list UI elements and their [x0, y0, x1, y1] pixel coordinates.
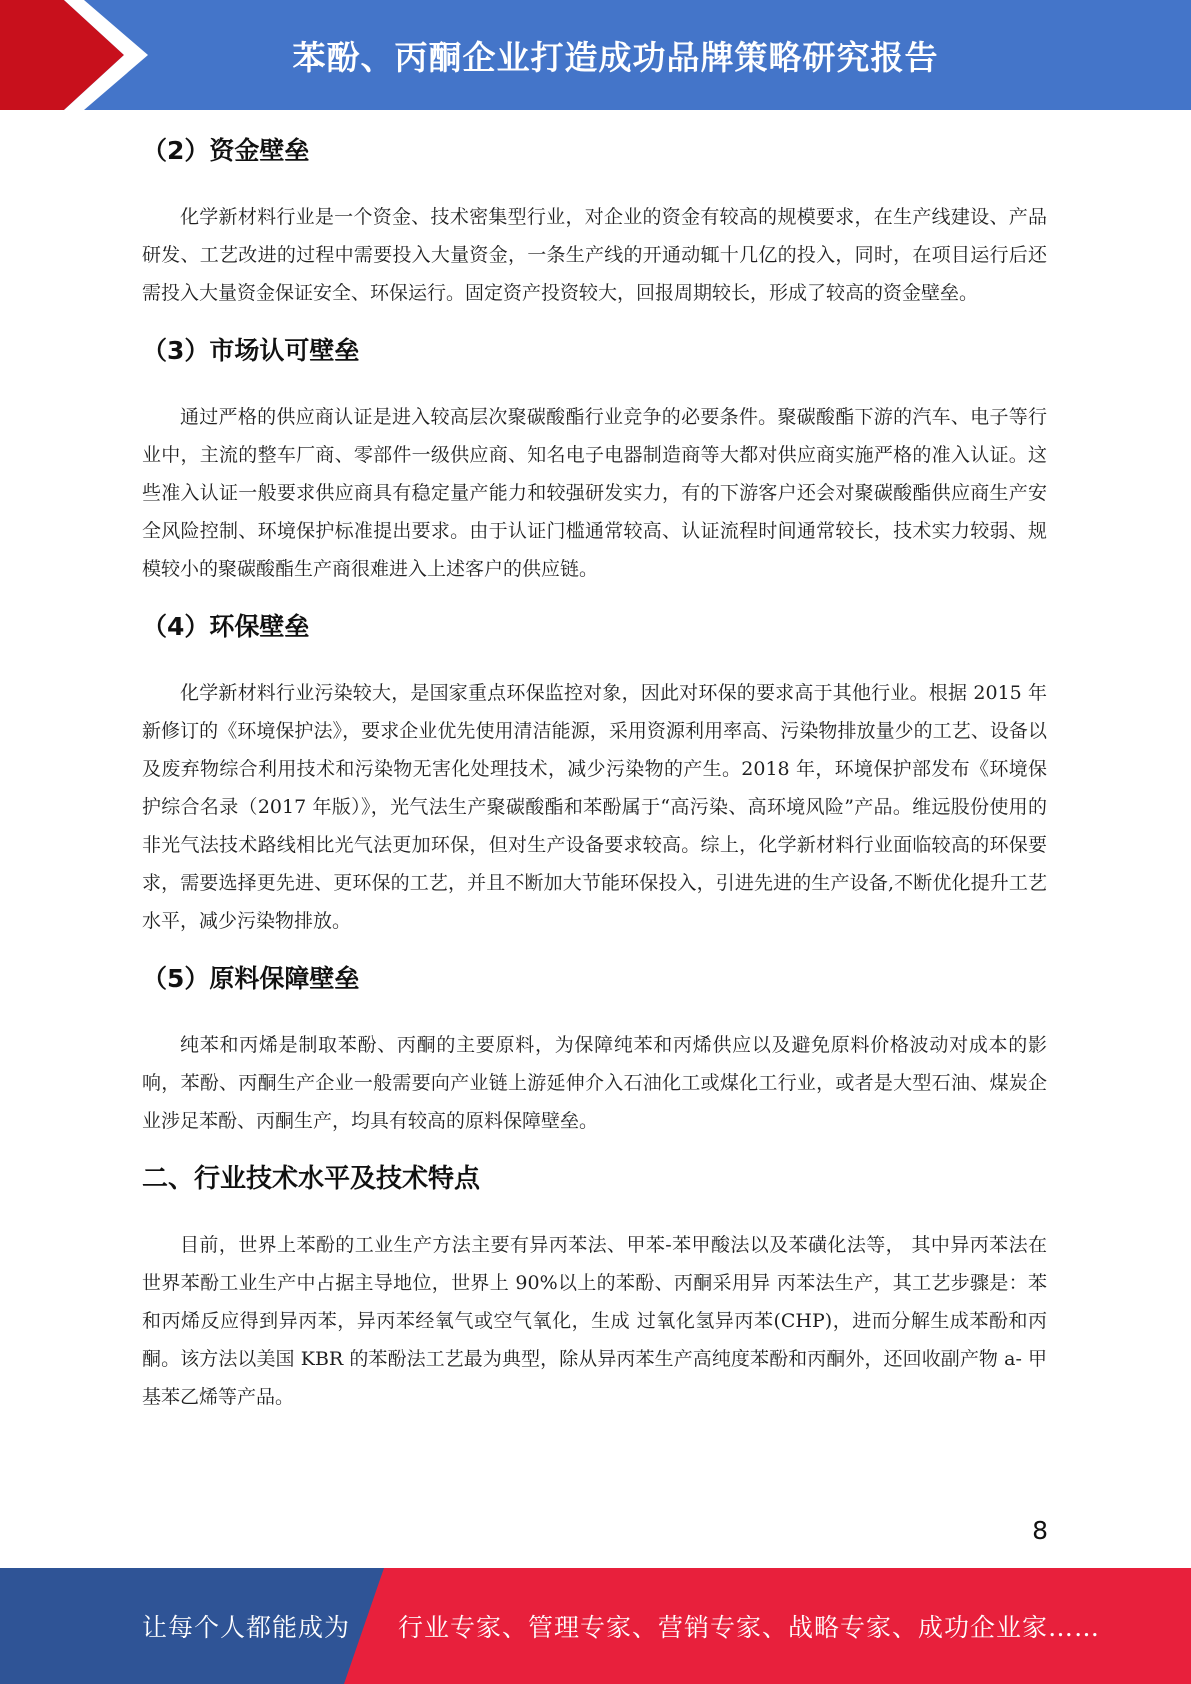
section-heading-tech-level: 二、行业技术水平及技术特点: [142, 1164, 481, 1194]
paragraph-market-barrier: 通过严格的供应商认证是进入较高层次聚碳酸酯行业竞争的必要条件。聚碳酸酯下游的汽车、电子等行业中，主流的整车厂商、零部件一级供应商、知名电子电器制造商等大都对供应商实施严格的准入认证。这些准入认证一般要求供应商具有稳定量产能力和较强研发实力，有的下游客户还会对聚碳酸酯供应商生产安全风险控制、环境保护标准提出要求。由于认证门槛通常较高、认证流程时间通常较长，技术实力较弱、规模较小的聚碳酸酯生产商很难进入上述客户的供应链。: [142, 406, 1047, 580]
paragraph-capital-barrier: 化学新材料行业是一个资金、技术密集型行业，对企业的资金有较高的规模要求，在生产线建设、产品研发、工艺改进的过程中需要投入大量资金，一条生产线的开通动辄十几亿的投入，同时，在项目运行后还需投入大量资金保证安全、环保运行。固定资产投资较大，回报周期较长，形成了较高的资金壁垒。: [142, 206, 1047, 304]
page-footer: [0, 1568, 1191, 1684]
paragraph-environment-barrier: 化学新材料行业污染较大，是国家重点环保监控对象，因此对环保的要求高于其他行业。根据 2015 年新修订的《环境保护法》，要求企业优先使用清洁能源，采用资源利用率高、污染物排放量少的工艺、设备以及废弃物综合利用技术和污染物无害化处理技术，减少污染物的产生。2018 年，环境保护部发布《环境保护综合名录（2017 年版）》，光气法生产聚碳酸酯和苯酚属于“高污染、高环境风险”产品。维远股份使用的非光气法技术路线相比光气法更加环保，但对生产设备要求较高。综上，化学新材料行业面临较高的环保要求，需要选择更先进、更环保的工艺，并且不断加大节能环保投入，引进先进的生产设备,不断优化提升工艺水平，减少污染物排放。: [142, 682, 1047, 932]
document-body: [142, 128, 1047, 1416]
section-heading-market-barrier: （3）市场认可壁垒: [142, 336, 360, 365]
section-heading-environment-barrier: （4）环保壁垒: [142, 612, 310, 641]
paragraph-tech-level: 目前，世界上苯酚的工业生产方法主要有异丙苯法、甲苯-苯甲酸法以及苯磺化法等， 其中异丙苯法在世界苯酚工业生产中占据主导地位，世界上 90%以上的苯酚、丙酮采用异 丙苯法生产，其工艺步骤是：苯和丙烯反应得到异丙苯，异丙苯经氧气或空气氧化，生成 过氧化氢异丙苯(CHP)，进而分解生成苯酚和丙酮。该方法以美国 KBR 的苯酚法工艺最为典型，除从异丙苯生产高纯度苯酚和丙酮外，还回收副产物 a- 甲基苯乙烯等产品。: [142, 1234, 1047, 1408]
section-heading-material-barrier: （5）原料保障壁垒: [142, 964, 360, 993]
footer-slogan-right: 行业专家、管理专家、营销专家、战略专家、成功企业家……: [398, 1613, 1101, 1642]
report-title: 苯酚、丙酮企业打造成功品牌策略研究报告: [292, 37, 939, 77]
paragraph-material-barrier: 纯苯和丙烯是制取苯酚、丙酮的主要原料，为保障纯苯和丙烯供应以及避免原料价格波动对成本的影响，苯酚、丙酮生产企业一般需要向产业链上游延伸介入石油化工或煤化工行业，或者是大型石油、煤炭企业涉足苯酚、丙酮生产，均具有较高的原料保障壁垒。: [142, 1034, 1047, 1132]
footer-slogan-left: 让每个人都能成为: [142, 1613, 351, 1642]
header-chevron-shape: [0, 0, 160, 110]
page-header: [0, 0, 1191, 110]
section-heading-capital-barrier: （2）资金壁垒: [142, 136, 310, 165]
page-number: 8: [1032, 1516, 1048, 1545]
